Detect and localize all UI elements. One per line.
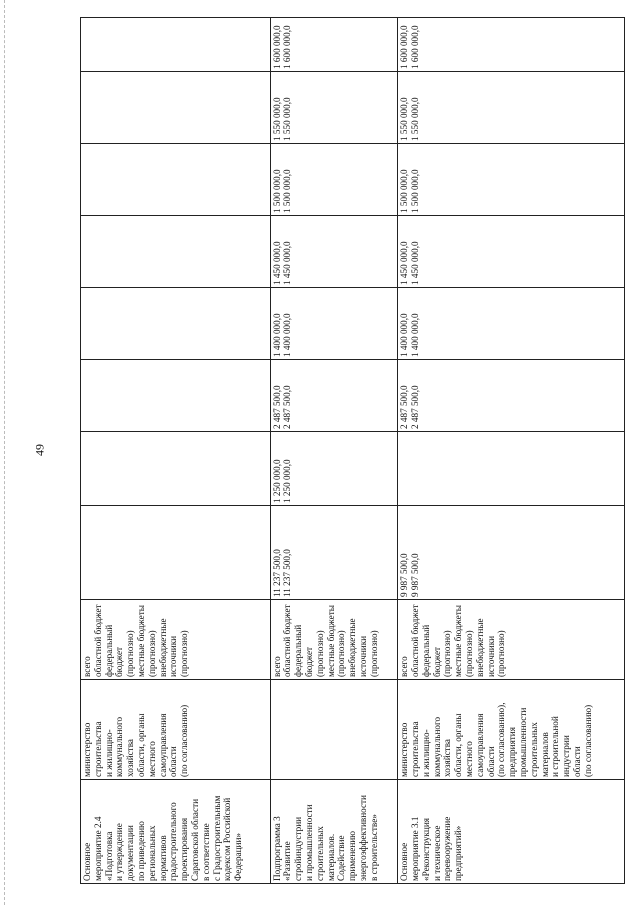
funding-source-label: внебюджетные источники (прогнозно) (157, 618, 190, 677)
amount-cell (398, 144, 625, 216)
amount-value: 2 487 500,0 (271, 385, 282, 429)
amount-value: 1 600 000,0 (399, 25, 410, 69)
page-number: 49 (32, 444, 47, 456)
funding-source-label: федеральный бюджет (прогнозно) (420, 624, 453, 677)
amount-value: 1 600 000,0 (282, 25, 293, 69)
amount-cell (270, 360, 398, 432)
funding-source-label: всего (399, 656, 410, 677)
funding-source-label: местные бюджеты (прогнозно) (453, 605, 474, 677)
amount-cell (270, 288, 398, 360)
amount-value: 11 237 500,0 (271, 549, 282, 597)
rotated-table-container (80, 18, 625, 884)
amount-cell (81, 506, 271, 600)
amount-value: 1 450 000,0 (271, 241, 282, 285)
amount-cell (81, 216, 271, 288)
amount-cell (398, 72, 625, 144)
amount-cell (81, 144, 271, 216)
amount-cell (270, 18, 398, 72)
amount-value: 1 450 000,0 (282, 241, 293, 285)
amount-cell (270, 506, 398, 600)
amount-cell (398, 360, 625, 432)
funding-source-label: областной бюджет (92, 604, 103, 677)
activity-name-cell: Подпрограмма 3 «Развитие стройиндустрии и промышленности строительных материалов. Содействие применению энергоэффективности в строительстве» (270, 780, 398, 884)
amount-cell (81, 72, 271, 144)
amount-cell (398, 432, 625, 506)
amount-cell (270, 216, 398, 288)
funding-source-label: местные бюджеты (прогнозно) (135, 605, 157, 677)
executor-cell: министерство строительства и жилищно- коммунального хозяйства области, органы местного самоуправления области (по согласованию) (81, 680, 271, 780)
funding-source-cell (270, 600, 398, 680)
amount-value: 1 550 000,0 (271, 97, 282, 141)
amount-value: 1 250 000,0 (282, 459, 293, 503)
table-row (81, 18, 271, 884)
amount-value: 1 550 000,0 (282, 97, 293, 141)
amount-cell (81, 288, 271, 360)
amount-value: 1 400 000,0 (271, 313, 282, 357)
amount-value: 1 450 000,0 (409, 241, 420, 285)
amount-value: 1 500 000,0 (409, 169, 420, 213)
amount-value: 1 400 000,0 (399, 313, 410, 357)
funding-source-label: внебюджетные источники (прогнозно) (474, 618, 507, 677)
amount-value: 9 987 500,0 (409, 553, 420, 597)
activity-name-cell: Основное мероприятие 2.4 «Подготовка и утверждение документации по приведению региональных нормативов градостроительного проектирования Саратовской области в соответствие с Градостроительным кодексом Российской Федерации» (81, 780, 271, 884)
amount-value: 1 400 000,0 (409, 313, 420, 357)
amount-cell (270, 72, 398, 144)
amount-cell (81, 432, 271, 506)
amount-value: 1 550 000,0 (399, 97, 410, 141)
funding-source-label: внебюджетные источники (прогнозно) (347, 618, 379, 677)
table-row (270, 18, 398, 884)
funding-source-cell (81, 600, 271, 680)
amount-value: 1 600 000,0 (271, 25, 282, 69)
executor-cell: министерство строительства и жилищно- коммунального хозяйства области, органы местного самоуправления области (по согласованию), предприятия промышленности строительных материалов и строительной индустрии области (по согласованию) (398, 680, 625, 780)
amount-value: 1 450 000,0 (399, 241, 410, 285)
table-row (398, 18, 625, 884)
amount-value: 11 237 500,0 (282, 549, 293, 597)
executor-cell (270, 680, 398, 780)
funding-table (80, 17, 625, 884)
funding-source-label: местные бюджеты (прогнозно) (325, 605, 347, 677)
activity-name-cell: Основное мероприятие 3.1 «Реконструкция и техническое перевооружение предприятий» (398, 780, 625, 884)
amount-value: 2 487 500,0 (409, 385, 420, 429)
funding-source-label: федеральный бюджет (прогнозно) (293, 624, 325, 677)
amount-value: 2 487 500,0 (399, 385, 410, 429)
amount-value: 2 487 500,0 (282, 385, 293, 429)
amount-value: 1 500 000,0 (282, 169, 293, 213)
amount-cell (398, 288, 625, 360)
amount-value: 1 500 000,0 (399, 169, 410, 213)
amount-cell (398, 506, 625, 600)
funding-source-label: всего (271, 656, 282, 677)
amount-value: 1 550 000,0 (409, 97, 420, 141)
funding-source-label: областной бюджет (409, 604, 420, 677)
amount-cell (270, 144, 398, 216)
amount-value: 1 600 000,0 (409, 25, 420, 69)
amount-value: 1 250 000,0 (271, 459, 282, 503)
amount-cell (398, 18, 625, 72)
amount-cell (270, 432, 398, 506)
amount-value: 9 987 500,0 (399, 553, 410, 597)
funding-source-label: областной бюджет (282, 604, 293, 677)
amount-value: 1 500 000,0 (271, 169, 282, 213)
funding-source-label: всего (82, 656, 92, 677)
page-edge-line (4, 0, 5, 905)
amount-value: 1 400 000,0 (282, 313, 293, 357)
amount-cell (81, 18, 271, 72)
funding-source-label: федеральный бюджет (прогнозно) (103, 624, 136, 677)
amount-cell (81, 360, 271, 432)
funding-source-cell (398, 600, 625, 680)
amount-cell (398, 216, 625, 288)
